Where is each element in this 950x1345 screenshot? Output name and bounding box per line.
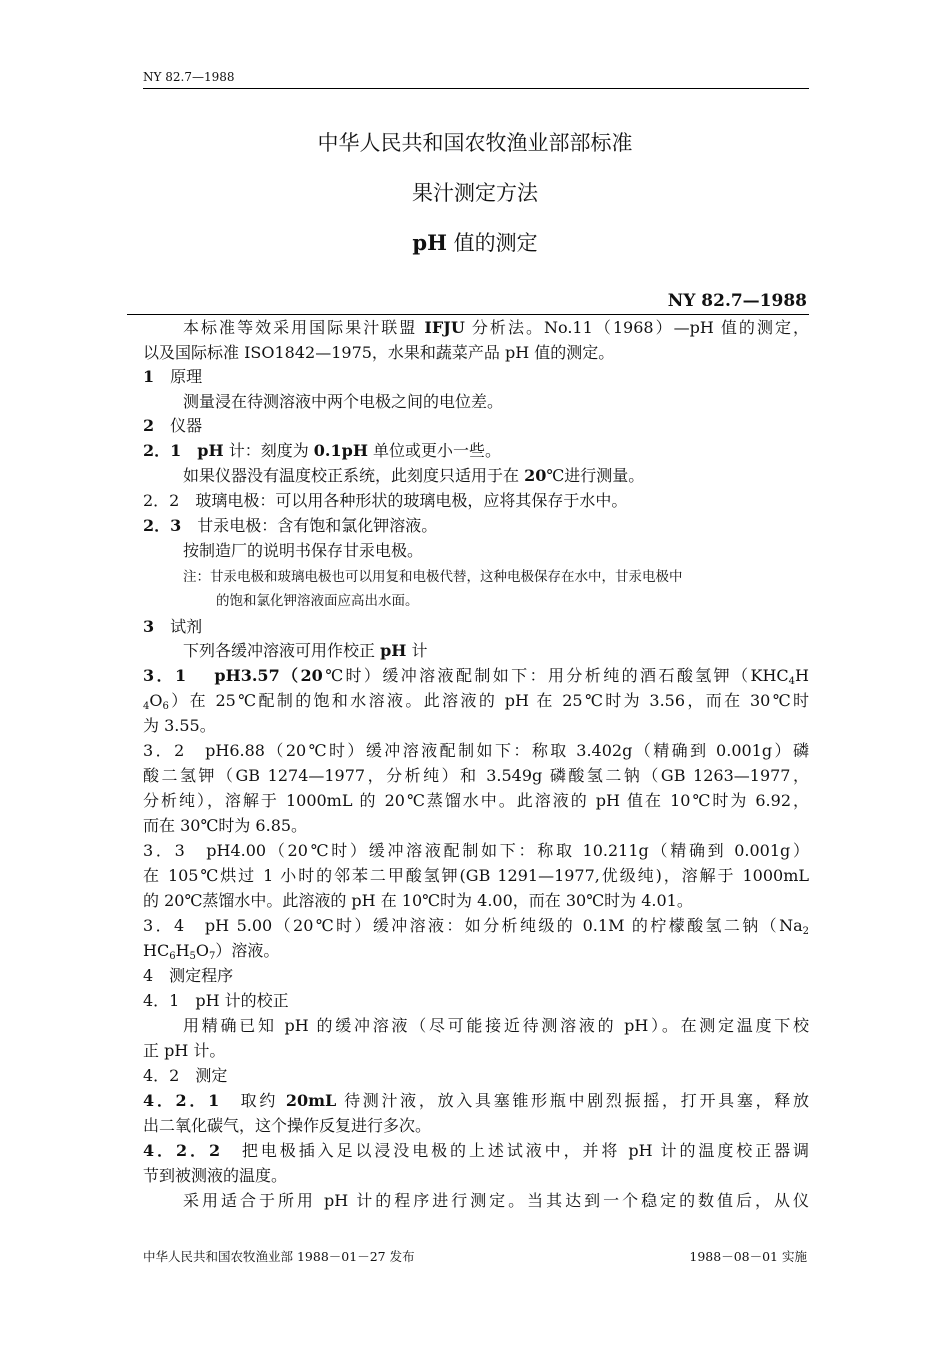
- section-3-4-hc: HC: [143, 941, 170, 960]
- section-3-4-sub3: 5: [189, 951, 196, 962]
- title-ph-rest: 值的测定: [446, 231, 538, 255]
- section-3-4-line-2: [143, 940, 279, 962]
- section-3-4-o: O: [195, 941, 210, 960]
- section-3-1-l2-sub2: 6: [162, 701, 169, 712]
- section-3-intro: [183, 640, 428, 662]
- section-4-2-1-a: 取约: [219, 1091, 286, 1110]
- section-3-4-sub2: 6: [169, 951, 176, 962]
- section-4-1-heading: 4．1 pH 计的校正: [143, 991, 289, 1010]
- section-2-1: [143, 440, 501, 462]
- section-3-2-line-1: 3．2 pH6.88（20℃时）缓冲溶液配制如下：称取 3.402g（精确到 0.001g）磷: [143, 741, 809, 760]
- intro-text-a: 本标准等效采用国际果汁联盟: [183, 318, 425, 337]
- section-2-1-text-b: 计：刻度为: [223, 441, 314, 460]
- intro-text-c: 分析法。No.11（1968）—pH 值的测定，: [464, 318, 810, 337]
- section-2-1-body-a: 如果仪器没有温度校正系统，此刻度只适用于在: [183, 466, 525, 485]
- section-3-1-sub: 4: [788, 676, 796, 687]
- section-3-3-line-2: 在 105℃烘过 1 小时的邻苯二甲酸氢钾(GB 1291—1977,优级纯)，溶解于 1000mL: [143, 866, 809, 885]
- section-3-4-line-1: [143, 915, 809, 937]
- section-3-2-line-4: 而在 30℃时为 6.85。: [143, 816, 308, 835]
- section-4-2-1-line-1: [143, 1090, 809, 1112]
- section-2-num: 2: [143, 416, 155, 435]
- section-4-2-1-num: 4．2．1: [143, 1091, 220, 1110]
- section-3-1-line-3: 为 3.55。: [143, 716, 216, 735]
- intro-line-1: [183, 317, 809, 339]
- section-4-1-line-2: 正 pH 计。: [143, 1041, 226, 1060]
- section-3-4-end: ）溶液。: [215, 941, 280, 960]
- section-2-1-body-c: ℃进行测量。: [546, 466, 645, 485]
- section-3-1-line-1: [143, 665, 809, 687]
- intro-ifju: IFJU: [424, 318, 465, 337]
- standard-rule: [127, 314, 809, 315]
- section-3-heading: [143, 616, 202, 638]
- section-4-heading: 4 测定程序: [143, 966, 234, 985]
- section-3-1-h: H: [795, 666, 809, 685]
- section-3-4-h: H: [175, 941, 190, 960]
- title-ph: [0, 227, 950, 257]
- title-method: 果汁测定方法: [412, 181, 538, 205]
- section-4-2-2-num: 4．2．2: [143, 1141, 221, 1160]
- section-3-intro-a: 下列各缓冲溶液可用作校正: [183, 641, 381, 660]
- section-1-body: 测量浸在待测溶液中两个电极之间的电位差。: [183, 392, 504, 411]
- title-ph-bold: pH: [412, 230, 447, 255]
- section-4-1-line-1: 用精确已知 pH 的缓冲溶液（尽可能接近待测溶液的 pH）。在测定温度下校: [183, 1016, 809, 1035]
- section-3-1-text: ℃时）缓冲溶液配制如下：用分析纯的酒石酸氢钾（KHC: [322, 666, 789, 685]
- section-1-num: 1: [143, 367, 155, 386]
- section-2-3-text: 甘汞电极：含有饱和氯化钾溶液。: [181, 516, 438, 535]
- section-2-3-body: 按制造厂的说明书保存甘汞电极。: [183, 541, 424, 560]
- section-2-1-body: [183, 465, 644, 487]
- footer-effective-date: 1988－08－01 实施: [689, 1249, 807, 1264]
- section-3-intro-ph: pH: [380, 641, 407, 660]
- intro-line-2: 以及国际标准 ISO1842—1975，水果和蔬菜产品 pH 值的测定。: [143, 343, 615, 362]
- note-line-2: 的饱和氯化钾溶液面应高出水面。: [216, 593, 419, 609]
- footer-issue-date: 中华人民共和国农牧渔业部 1988－01－27 发布: [143, 1249, 415, 1264]
- section-3-title: 试剂: [170, 617, 203, 636]
- section-3-1-l2-sub1: 4: [143, 701, 150, 712]
- section-4-2-2-a: 把电极插入足以浸没电极的上述试液中，并将 pH 计的温度校正器调: [220, 1141, 809, 1160]
- section-2-1-num: 2．1: [143, 441, 182, 460]
- section-4-2-1-c: 待测汁液，放入具塞锥形瓶中剧烈振摇，打开具塞，释放: [336, 1091, 809, 1110]
- section-2-heading: [143, 415, 202, 437]
- section-2-1-scale: 0.1pH: [313, 441, 368, 460]
- section-4-2-2-line-1: [143, 1140, 809, 1162]
- section-3-2-line-2: 酸二氢钾（GB 1274—1977，分析纯）和 3.549g 磷酸氢二钠（GB 1263—1977，: [143, 766, 809, 785]
- note-line-1: 注：甘汞电极和玻璃电极也可以用复和电极代替，这种电极保存在水中，甘汞电极中: [183, 569, 683, 585]
- section-4-2-heading: 4．2 测定: [143, 1066, 228, 1085]
- section-3-4-sub4: 7: [209, 951, 216, 962]
- section-4-2-1-volume: 20mL: [285, 1091, 337, 1110]
- section-3-3-line-1: 3．3 pH4.00（20℃时）缓冲溶液配制如下：称取 10.211g（精确到 0.001g）: [143, 841, 809, 860]
- section-3-3-line-3: 的 20℃蒸馏水中。此溶液的 pH 在 10℃时为 4.00，而在 30℃时为 4.01。: [143, 891, 693, 910]
- section-2-1-text-d: 单位或更小一些。: [367, 441, 502, 460]
- section-3-num: 3: [143, 617, 155, 636]
- section-3-intro-c: 计: [406, 641, 428, 660]
- title-ministry: 中华人民共和国农牧渔业部部标准: [317, 131, 633, 155]
- header-rule: [143, 88, 809, 89]
- section-4-2-1-line-2: 出二氧化碳气，这个操作反复进行多次。: [143, 1116, 432, 1135]
- section-3-2-line-3: 分析纯），溶解于 1000mL 的 20℃蒸馏水中。此溶液的 pH 值在 10℃时为 6.92，: [143, 791, 809, 810]
- section-3-4-text: 3．4 pH 5.00（20℃时）缓冲溶液：如分析纯级的 0.1M 的柠檬酸氢二钠（Na: [143, 916, 803, 935]
- section-1-heading: [143, 366, 202, 388]
- section-3-1-l2-text: ）在 25℃配制的饱和水溶液。此溶液的 pH 在 25℃时为 3.56，而在 30℃时: [168, 691, 809, 710]
- section-3-1-l2-o: O: [149, 691, 163, 710]
- section-2-3: [143, 515, 437, 537]
- section-2-2: 2．2 玻璃电极：可以用各种形状的玻璃电极，应将其保存于水中。: [143, 491, 628, 510]
- section-3-1-ph: pH3.57（20: [214, 666, 323, 685]
- section-3-4-sub1: 2: [802, 926, 809, 937]
- section-1-title: 原理: [170, 367, 203, 386]
- standard-code: NY 82.7—1988: [667, 291, 807, 311]
- section-2-1-ph: pH: [197, 441, 224, 460]
- section-3-1-num: 3．1: [143, 666, 187, 685]
- header-code: NY 82.7—1988: [143, 70, 235, 84]
- section-2-title: 仪器: [170, 416, 203, 435]
- section-2-3-num: 2．3: [143, 516, 182, 535]
- section-4-2-2-line-2: 节到被测液的温度。: [143, 1166, 288, 1185]
- section-4-2-2-line-3: 采用适合于所用 pH 计的程序进行测定。当其达到一个稳定的数值后，从仪: [183, 1191, 809, 1210]
- section-2-1-body-temp: 20: [524, 466, 547, 485]
- section-3-1-line-2: [143, 690, 809, 712]
